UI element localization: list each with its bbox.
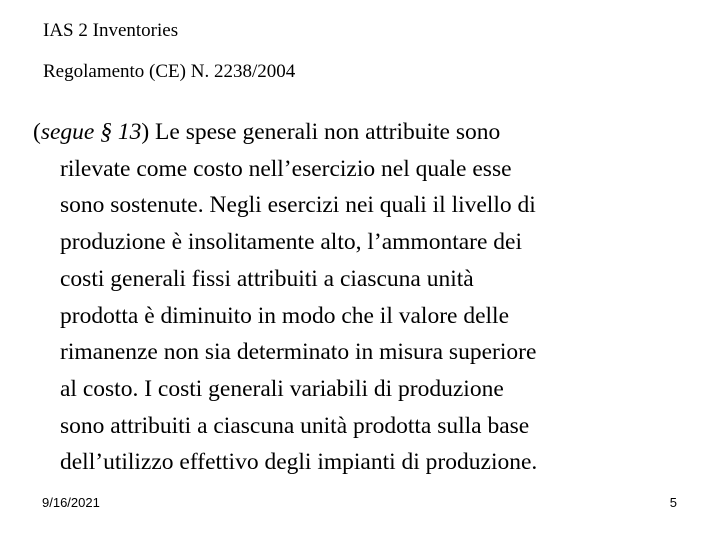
page-number: 5 [669,495,677,510]
regulation-reference: Regolamento (CE) N. 2238/2004 [43,61,296,82]
paragraph-line-9: sono attribuiti a ciascuna unità prodotta sulla base [60,412,530,439]
paragraph-line-7: rimanenze non sia determinato in misura superiore [60,339,537,366]
paragraph-line-5: costi generali fissi attribuiti a ciascuna unità [60,265,474,292]
close-paren: ) [141,119,150,145]
paragraph-line-8: al costo. I costi generali variabili di produzione [60,375,504,402]
slide-title: IAS 2 Inventories [43,20,179,41]
paragraph-line-1 [33,114,683,151]
paragraph-line-6: prodotta è diminuito in modo che il valore delle [60,302,510,329]
paragraph [33,114,683,481]
paragraph-line-10: dell’utilizzo effettivo degli impianti di produzione. [60,449,538,476]
footer-date: 9/16/2021 [42,495,100,510]
paragraph-line-4: produzione è insolitamente alto, l’ammontare dei [60,229,523,256]
open-paren: ( [33,119,41,145]
paragraph-line-1-text: Le spese generali non attribuite sono [149,119,501,145]
paragraph-line-3: sono sostenute. Negli esercizi nei quali il livello di [60,192,536,219]
paragraph-line-2: rilevate come costo nell’esercizio nel quale esse [60,155,512,182]
section-reference: segue § 13 [40,119,142,145]
